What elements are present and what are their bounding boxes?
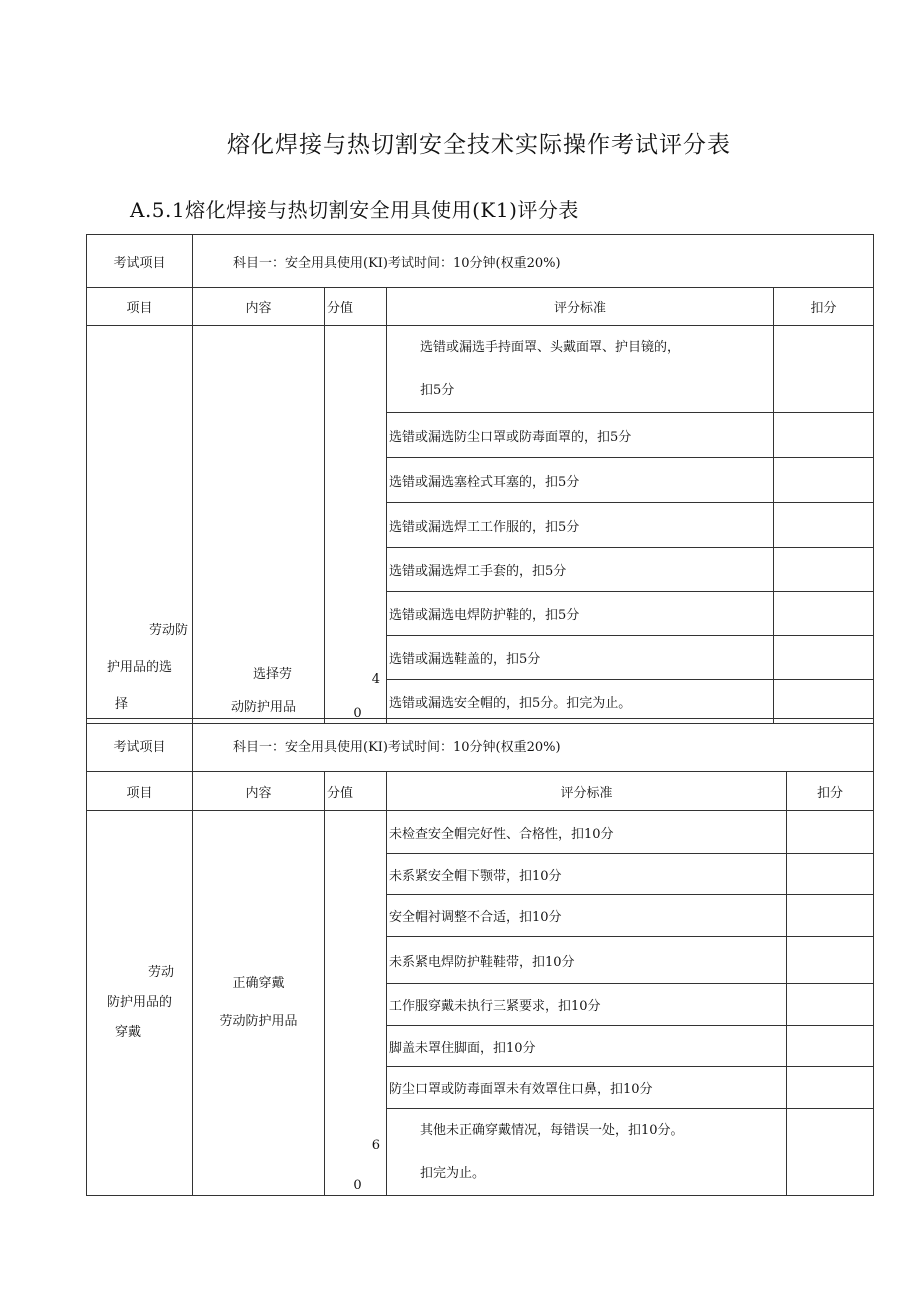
header-deduction: 扣分 bbox=[774, 288, 874, 326]
exam-item-label: 考试项目 bbox=[87, 719, 193, 772]
criteria-cell: 选错或漏选防尘口罩或防毒面罩的，扣5分 bbox=[387, 413, 774, 458]
score-digit: 6 bbox=[371, 1138, 380, 1153]
criteria-line: 选错或漏选手持面罩、头戴面罩、护目镜的， bbox=[420, 340, 681, 355]
criteria-cell: 未系紧安全帽下颚带，扣10分 bbox=[387, 854, 787, 895]
deduction-cell[interactable] bbox=[774, 458, 874, 503]
deduction-cell[interactable] bbox=[787, 984, 874, 1026]
deduction-cell[interactable] bbox=[774, 636, 874, 680]
content-cell bbox=[193, 811, 325, 1196]
content-line: 选择劳 bbox=[252, 667, 292, 682]
deduction-cell[interactable] bbox=[774, 680, 874, 724]
exam-item-value: 科目一：安全用具使用(KI)考试时间：10分钟(权重20%) bbox=[193, 235, 874, 288]
header-score: 分值 bbox=[325, 288, 387, 326]
item-cell bbox=[87, 811, 193, 1196]
criteria-line: 扣5分 bbox=[420, 383, 455, 398]
score-digit: 0 bbox=[353, 706, 362, 721]
criteria-line: 扣完为止。 bbox=[420, 1166, 486, 1181]
deduction-cell[interactable] bbox=[787, 1109, 874, 1196]
content-line: 正确穿戴 bbox=[232, 976, 285, 991]
content-line: 劳动防护用品 bbox=[219, 1014, 298, 1029]
deduction-cell[interactable] bbox=[787, 811, 874, 854]
item-line: 防护用品的 bbox=[106, 995, 172, 1010]
content-cell bbox=[193, 326, 325, 724]
score-digit: 0 bbox=[353, 1178, 362, 1193]
content-line: 动防护用品 bbox=[230, 700, 296, 715]
criteria-cell: 安全帽衬调整不合适，扣10分 bbox=[387, 895, 787, 937]
deduction-cell[interactable] bbox=[787, 895, 874, 937]
deduction-cell[interactable] bbox=[774, 413, 874, 458]
criteria-cell: 脚盖未罩住脚面，扣10分 bbox=[387, 1026, 787, 1067]
deduction-cell[interactable] bbox=[774, 592, 874, 636]
criteria-cell: 防尘口罩或防毒面罩未有效罩住口鼻，扣10分 bbox=[387, 1067, 787, 1109]
criteria-cell: 选错或漏选鞋盖的，扣5分 bbox=[387, 636, 774, 680]
page-title: 熔化焊接与热切割安全技术实际操作考试评分表 bbox=[227, 132, 731, 158]
item-line: 择 bbox=[115, 697, 129, 712]
criteria-cell: 选错或漏选焊工手套的，扣5分 bbox=[387, 548, 774, 592]
header-content: 内容 bbox=[193, 772, 325, 811]
deduction-cell[interactable] bbox=[774, 503, 874, 548]
deduction-cell[interactable] bbox=[774, 326, 874, 413]
criteria-cell: 选错或漏选安全帽的，扣5分。扣完为止。 bbox=[387, 680, 774, 724]
item-line: 护用品的选 bbox=[106, 660, 172, 675]
item-line: 劳动 bbox=[147, 965, 174, 980]
scoring-table-selection bbox=[86, 234, 874, 724]
criteria-cell bbox=[387, 1109, 787, 1196]
score-cell bbox=[325, 811, 387, 1196]
criteria-cell: 选错或漏选焊工工作服的，扣5分 bbox=[387, 503, 774, 548]
header-deduction: 扣分 bbox=[787, 772, 874, 811]
scoring-table-wearing bbox=[86, 718, 874, 1196]
deduction-cell[interactable] bbox=[774, 548, 874, 592]
item-cell bbox=[87, 326, 193, 724]
item-line: 劳动防 bbox=[148, 623, 188, 638]
header-item: 项目 bbox=[87, 772, 193, 811]
deduction-cell[interactable] bbox=[787, 854, 874, 895]
score-cell bbox=[325, 326, 387, 724]
exam-item-value: 科目一：安全用具使用(KI)考试时间：10分钟(权重20%) bbox=[193, 719, 874, 772]
criteria-cell bbox=[387, 326, 774, 413]
header-score: 分值 bbox=[325, 772, 387, 811]
header-criteria: 评分标准 bbox=[387, 772, 787, 811]
header-criteria: 评分标准 bbox=[387, 288, 774, 326]
criteria-line: 其他未正确穿戴情况，每错误一处，扣10分。 bbox=[420, 1123, 684, 1138]
criteria-cell: 未检查安全帽完好性、合格性，扣10分 bbox=[387, 811, 787, 854]
criteria-cell: 工作服穿戴未执行三紧要求，扣10分 bbox=[387, 984, 787, 1026]
section-title: A.5.1熔化焊接与热切割安全用具使用(K1)评分表 bbox=[130, 198, 579, 222]
score-digit: 4 bbox=[371, 672, 380, 687]
deduction-cell[interactable] bbox=[787, 1067, 874, 1109]
header-item: 项目 bbox=[87, 288, 193, 326]
deduction-cell[interactable] bbox=[787, 1026, 874, 1067]
header-content: 内容 bbox=[193, 288, 325, 326]
criteria-cell: 未系紧电焊防护鞋鞋带，扣10分 bbox=[387, 937, 787, 984]
item-line: 穿戴 bbox=[115, 1025, 142, 1040]
exam-item-label: 考试项目 bbox=[87, 235, 193, 288]
criteria-cell: 选错或漏选电焊防护鞋的，扣5分 bbox=[387, 592, 774, 636]
deduction-cell[interactable] bbox=[787, 937, 874, 984]
criteria-cell: 选错或漏选塞栓式耳塞的，扣5分 bbox=[387, 458, 774, 503]
